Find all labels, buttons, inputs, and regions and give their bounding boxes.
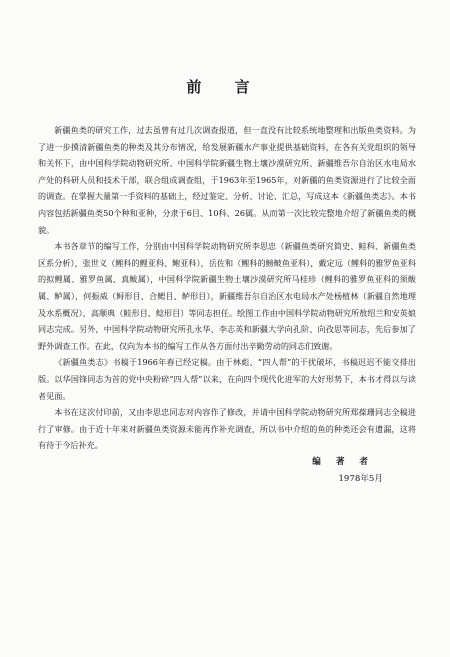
paragraph-4: 本书在这次付印前，又由李思忠同志对内容作了修改，并请中国科学院动物研究所郑葆珊同志全稿进行了审修。由于近十年来对新疆鱼类资源未能再作补充调查，所以书中介绍的鱼的种类还会有遗漏，这将有待于今后补充。 <box>38 407 416 451</box>
paragraph-3: 《新疆鱼类志》书稿于1966年春已经定稿。由于林彪、“四人帮”的干扰破坏，书稿迟迟不能交排出版。以华国锋同志为首的党中央粉碎“四人帮”以来，在向四个现代化进军的大好形势下，本书才得以与读者见面。 <box>38 357 416 401</box>
page-title: 前 言 <box>186 78 264 96</box>
signature-author: 编 著 者 <box>312 457 374 467</box>
signature-date: 1978年5月 <box>338 474 383 484</box>
paragraph-2: 本书各章节的编写工作，分别由中国科学院动物研究所李思忠（新疆鱼类研究简史、鲑科、新疆鱼类区系分析），张世义（鲤科的鲤亚科、鲍亚科），岳佐和（鲤科的鳑鲏鱼亚科），戴定远（鲤科的雅罗鱼亚科的拟鲤属、雅罗鱼属、真鲅属），中国科学院新疆生物土壤沙漠研究所马桂珍（鲤科的雅罗鱼亚科的须鲅属、鲈属），何振威（鲟形目、合鳃目、鲈形目），新疆维吾尔自治区水电局水产处杨植林（新疆自然地理及水系概况），高顺典（鲑形目、鲶形目）等同志担任。绘图工作由中国科学院动物研究所敖绍兰和安英娘同志完成。另外，中国科学院动物研究所孔永华、李志英和新疆大学向孔阶、向孜思等同志，先后参加了野外调查工作。在此，仅向为本书的编写工作从各方面付出辛勤劳动的同志们致谢。 <box>38 241 416 351</box>
preface-body <box>38 122 416 454</box>
paragraph-1: 新疆鱼类的研究工作，过去虽曾有过几次调查报道，但一直没有比较系统地整理和出版鱼类资料。为了进一步摸清新疆鱼类的种类及其分布情况，给发展新疆水产事业提供基础资料，在各有关党组织的领导和关怀下，由中国科学院动物研究所、中国科学院新疆生物土壤沙漠研究所、新疆维吾尔自治区水电局水产处的科研人员和技术干部，联合组成调查组，于1963年至1965年，对新疆的鱼类资源进行了比较全面的调查。在掌握大量第一手资料的基础上，经过鉴定、分析、讨论、汇总，写成这本《新疆鱼类志》。本书内容包括新疆鱼类50个种和亚种，分隶于6目、10科、26属。从而第一次比较完整地介绍了新疆鱼类的概貌。 <box>38 125 416 235</box>
